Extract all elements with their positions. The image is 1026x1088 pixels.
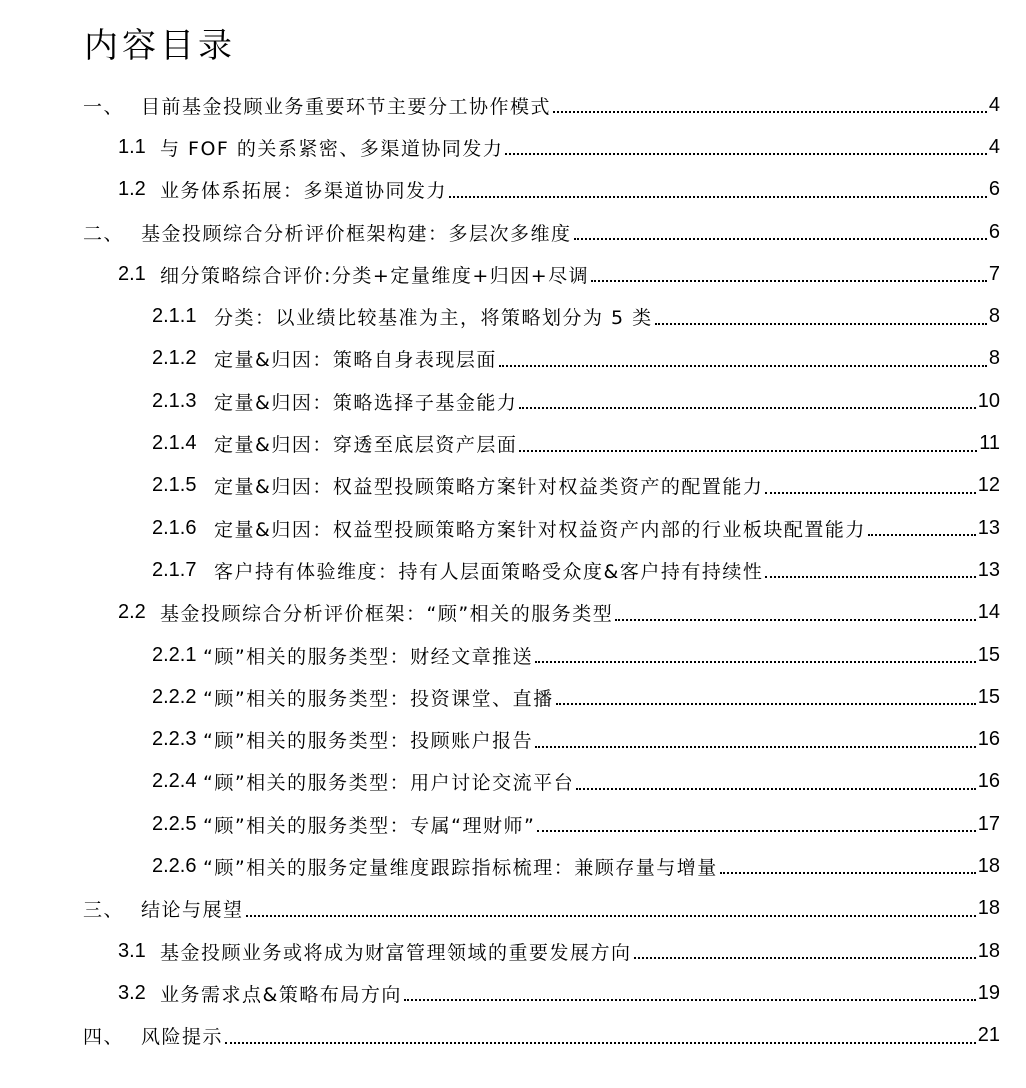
toc-entry-page: 15	[977, 685, 1000, 708]
toc-entry-page: 13	[977, 516, 1000, 539]
toc-entry-page: 4	[988, 135, 1000, 158]
toc-entry-text: 定量&归因：穿透至底层资产层面	[214, 430, 517, 457]
dot-leader	[765, 492, 975, 494]
dot-leader	[574, 238, 987, 240]
toc-entry-text: 基金投顾综合分析评价框架：“顾”相关的服务类型	[160, 599, 613, 626]
dot-leader	[519, 450, 977, 452]
toc-entry-text: “顾”相关的服务类型：投资课堂、直播	[203, 684, 554, 711]
toc-entry-number: 2.1.4	[152, 432, 197, 455]
toc-entry-number: 2.2.4	[152, 770, 197, 793]
toc-entry[interactable]	[0, 422, 1026, 464]
toc-entry-page: 18	[977, 939, 1000, 962]
toc-entry-page: 14	[977, 601, 1000, 624]
toc-entry-number: 3.2	[118, 981, 146, 1004]
toc-entry-number: 二、	[83, 222, 125, 245]
toc-entry[interactable]	[0, 676, 1026, 718]
toc-entry[interactable]	[0, 845, 1026, 887]
dot-leader	[634, 957, 976, 959]
toc-entry-number: 1.1	[118, 135, 146, 158]
toc-entry-page: 19	[977, 981, 1000, 1004]
dot-leader	[537, 830, 975, 832]
dot-leader	[720, 872, 976, 874]
dot-leader	[246, 915, 976, 917]
toc-title: 内容目录	[84, 26, 236, 66]
toc-entry-number: 1.2	[118, 178, 146, 201]
toc-entry[interactable]	[0, 126, 1026, 168]
toc-entry[interactable]	[0, 761, 1026, 803]
toc-entry-number: 2.2.6	[152, 854, 197, 877]
toc-entry-page: 12	[977, 474, 1000, 497]
toc-entry[interactable]	[0, 549, 1026, 591]
toc-entry-number: 2.2	[118, 601, 146, 624]
toc-entry-text: 结论与展望	[141, 895, 244, 922]
toc-entry-text: 业务体系拓展：多渠道协同发力	[160, 176, 447, 203]
toc-entry-text: 目前基金投顾业务重要环节主要分工协作模式	[141, 92, 551, 119]
toc-entry-text: 定量&归因：权益型投顾策略方案针对权益类资产的配置能力	[214, 472, 763, 499]
toc-entry-page: 13	[977, 558, 1000, 581]
dot-leader	[225, 1042, 976, 1044]
toc-entry-text: 定量&归因：策略选择子基金能力	[214, 388, 517, 415]
toc-entry-page: 11	[979, 432, 1000, 455]
toc-entry-page: 6	[988, 220, 1000, 243]
toc-entry-page: 8	[988, 347, 1000, 370]
toc-entry-number: 四、	[83, 1026, 125, 1049]
toc-entry-number: 2.2.1	[152, 643, 197, 666]
dot-leader	[868, 534, 976, 536]
toc-entry-page: 4	[988, 93, 1000, 116]
toc-entry[interactable]	[0, 465, 1026, 507]
toc-entry-number: 2.2.5	[152, 812, 197, 835]
toc-entry-text: 细分策略综合评价:分类+定量维度+归因+尽调	[160, 261, 589, 288]
toc-entry-page: 15	[977, 643, 1000, 666]
toc-entry[interactable]	[0, 592, 1026, 634]
toc-entry-text: 定量&归因：策略自身表现层面	[214, 345, 497, 372]
dot-leader	[404, 999, 976, 1001]
toc-entry-page: 21	[977, 1024, 1000, 1047]
toc-entry[interactable]	[0, 718, 1026, 760]
toc-entry-number: 2.1.5	[152, 474, 197, 497]
toc-entry[interactable]	[0, 507, 1026, 549]
toc-entry-number: 2.1.7	[152, 558, 197, 581]
toc-entry[interactable]	[0, 211, 1026, 253]
toc-entry-text: 客户持有体验维度：持有人层面策略受众度&客户持有持续性	[214, 557, 763, 584]
toc-entry-number: 2.1.2	[152, 347, 197, 370]
dot-leader	[765, 576, 975, 578]
toc-entry[interactable]	[0, 888, 1026, 930]
toc-entry-number: 2.1.6	[152, 516, 197, 539]
dot-leader	[519, 407, 975, 409]
toc-entry-page: 18	[977, 897, 1000, 920]
dot-leader	[655, 323, 987, 325]
toc-entry-text: 业务需求点&策略布局方向	[160, 980, 402, 1007]
dot-leader	[449, 196, 987, 198]
toc-entry-page: 17	[977, 812, 1000, 835]
toc-entry-text: 基金投顾业务或将成为财富管理领域的重要发展方向	[160, 938, 632, 965]
toc-entry-number: 三、	[83, 899, 125, 922]
dot-leader	[576, 788, 976, 790]
toc-entry-text: 基金投顾综合分析评价框架构建：多层次多维度	[141, 219, 572, 246]
dot-leader	[499, 365, 987, 367]
toc-entry-text: 分类：以业绩比较基准为主，将策略划分为 5 类	[214, 303, 653, 330]
dot-leader	[535, 661, 976, 663]
dot-leader	[591, 280, 987, 282]
toc-entry-number: 2.1	[118, 262, 146, 285]
toc-entry[interactable]	[0, 634, 1026, 676]
dot-leader	[505, 153, 986, 155]
toc-entry-text: 与 FOF 的关系紧密、多渠道协同发力	[160, 134, 503, 161]
toc-entry-number: 2.2.2	[152, 685, 197, 708]
toc-entry[interactable]	[0, 295, 1026, 337]
toc-entry-number: 2.2.3	[152, 728, 197, 751]
toc-entry[interactable]	[0, 253, 1026, 295]
toc-entry-text: “顾”相关的服务类型：财经文章推送	[203, 642, 533, 669]
toc-entry-page: 7	[988, 262, 1000, 285]
toc-entry-number: 一、	[83, 95, 125, 118]
toc-entry[interactable]	[0, 338, 1026, 380]
dot-leader	[556, 703, 976, 705]
toc-entry[interactable]	[0, 1015, 1026, 1057]
toc-entry-page: 10	[977, 389, 1000, 412]
toc-entry-text: “顾”相关的服务类型：用户讨论交流平台	[203, 768, 574, 795]
toc-entry[interactable]	[0, 380, 1026, 422]
toc-entry[interactable]	[0, 169, 1026, 211]
toc-entry[interactable]	[0, 803, 1026, 845]
toc-entry[interactable]	[0, 930, 1026, 972]
toc-entry-text: 风险提示	[141, 1022, 223, 1049]
toc-entry-text: “顾”相关的服务类型：专属“理财师”	[203, 811, 535, 838]
toc-entry[interactable]	[0, 972, 1026, 1014]
toc-entry-page: 16	[977, 770, 1000, 793]
toc-entry-text: 定量&归因：权益型投顾策略方案针对权益资产内部的行业板块配置能力	[214, 515, 866, 542]
toc-entry-number: 3.1	[118, 939, 146, 962]
dot-leader	[553, 111, 987, 113]
dot-leader	[535, 746, 976, 748]
toc-entry-page: 6	[988, 178, 1000, 201]
toc-entry-text: “顾”相关的服务类型：投顾账户报告	[203, 726, 533, 753]
toc-list	[0, 84, 1026, 1057]
toc-entry[interactable]	[0, 84, 1026, 126]
dot-leader	[615, 619, 976, 621]
toc-entry-page: 18	[977, 854, 1000, 877]
toc-entry-page: 16	[977, 728, 1000, 751]
toc-entry-number: 2.1.3	[152, 389, 197, 412]
toc-entry-text: “顾”相关的服务定量维度跟踪指标梳理：兼顾存量与增量	[203, 853, 718, 880]
toc-entry-number: 2.1.1	[152, 305, 197, 328]
toc-entry-page: 8	[988, 305, 1000, 328]
